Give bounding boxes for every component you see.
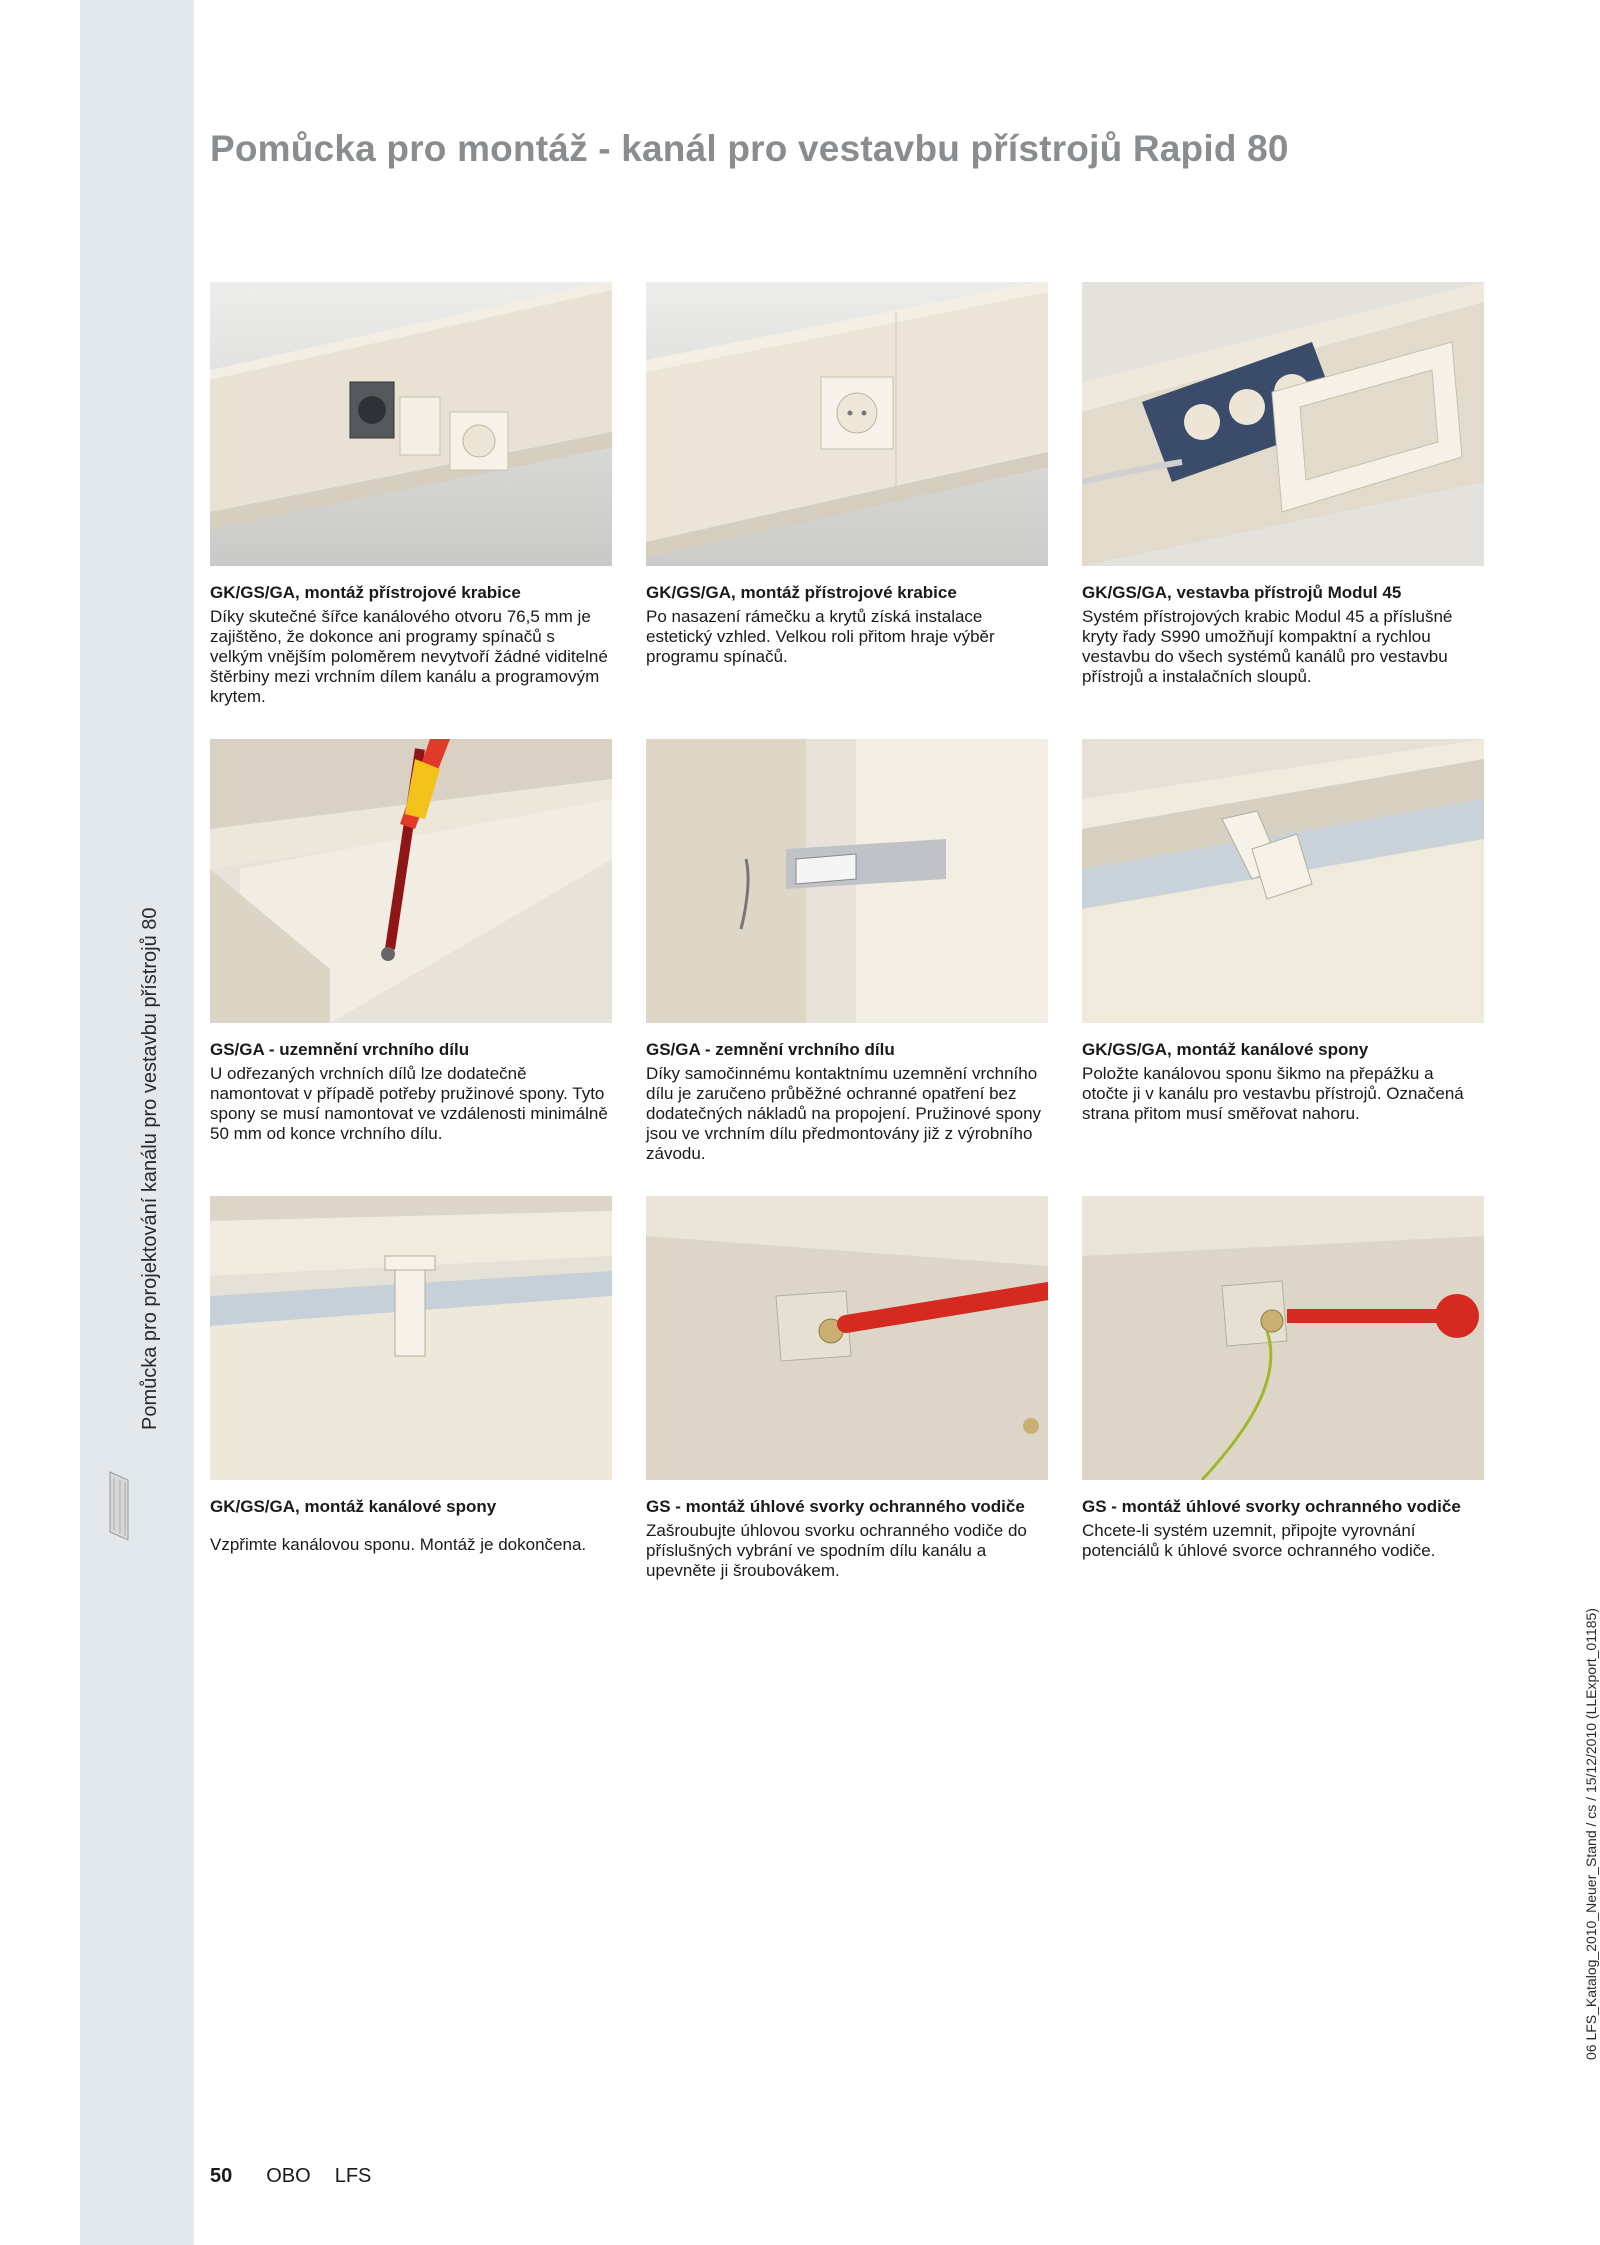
photo-angle-clamp-screw — [646, 1196, 1048, 1480]
channel-thumbnail-icon — [106, 1470, 132, 1542]
photo-earthing-upper-part — [210, 739, 612, 1023]
step-card — [1082, 282, 1484, 687]
step-card — [1082, 739, 1484, 1124]
step-title: GK/GS/GA, montáž přístrojové krabice — [646, 583, 957, 602]
step-text: Položte kanálovou sponu šikmo na přepážku a otočte ji v kanálu pro vestavbu přístrojů. Označená strana přitom musí směřovat nahoru. — [1082, 1064, 1464, 1123]
step-card — [210, 1196, 612, 1555]
sidebar-label: Pomůcka pro projektování kanálu pro vestavbu přístrojů 80 — [139, 907, 161, 1430]
photo-equipotential-connection — [1082, 1196, 1484, 1480]
page-footer — [210, 2165, 371, 2188]
step-card — [210, 739, 612, 1144]
step-title: GK/GS/GA, montáž kanálové spony — [210, 1497, 497, 1516]
step-title: GS - montáž úhlové svorky ochranného vodiče — [1082, 1497, 1461, 1516]
step-text: Zašroubujte úhlovou svorku ochranného vodiče do příslušných vybrání ve spodním dílu kanálu a upevněte ji šroubovákem. — [646, 1521, 1027, 1580]
photo-cover-mounted — [646, 282, 1048, 566]
step-card — [646, 1196, 1048, 1581]
series-name: LFS — [334, 2165, 372, 2187]
step-text: Díky skutečné šířce kanálového otvoru 76,5 mm je zajištěno, že dokonce ani programy spínačů s velkým vnějším poloměrem nevytvoří žádné viditelné štěrbiny mezi vrchním dílem kanálu a programovým krytem. — [210, 607, 608, 706]
brand-name: OBO — [266, 2165, 311, 2187]
step-card — [646, 739, 1048, 1164]
step-text: U odřezaných vrchních dílů lze dodatečně namontovat v případě potřeby pružinové spony. Tyto spony se musí namontovat ve vzdálenosti minimálně 50 mm od konce vrchního dílu. — [210, 1064, 608, 1143]
step-title: GS/GA - zemnění vrchního dílu — [646, 1040, 895, 1059]
photo-modul45-install — [1082, 282, 1484, 566]
step-card — [646, 282, 1048, 667]
step-title: GK/GS/GA, montáž přístrojové krabice — [210, 583, 521, 602]
photo-channel-clip-tilt — [1082, 739, 1484, 1023]
step-title: GS/GA - uzemnění vrchního dílu — [210, 1040, 470, 1059]
step-title: GK/GS/GA, vestavba přístrojů Modul 45 — [1082, 583, 1402, 602]
step-text: Díky samočinnému kontaktnímu uzemnění vrchního dílu je zaručeno průběžné ochranné opatření bez dodatečných nákladů na propojení. Pružinové spony jsou ve vrchním dílu předmontovány již z výrobního závodu. — [646, 1064, 1042, 1163]
step-card — [1082, 1196, 1484, 1561]
step-text: Vzpřimte kanálovou sponu. Montáž je dokončena. — [210, 1535, 587, 1554]
photo-earthing-clip-detail — [646, 739, 1048, 1023]
document-code: 06 LFS_Katalog_2010_Neuer_Stand / cs / 15/12/2010 (LLExport_01185) — [1583, 1608, 1599, 2060]
page-title: Pomůcka pro montáž - kanál pro vestavbu přístrojů Rapid 80 — [210, 128, 1289, 169]
step-text: Chcete-li systém uzemnit, připojte vyrovnání potenciálů k úhlové svorce ochranného vodiče. — [1082, 1521, 1436, 1560]
step-text: Systém přístrojových krabic Modul 45 a příslušné kryty řady S990 umožňují kompaktní a rychlou vestavbu do všech systémů kanálů pro vestavbu přístrojů a instalačních sloupů. — [1082, 607, 1453, 686]
step-title: GK/GS/GA, montáž kanálové spony — [1082, 1040, 1369, 1059]
step-card — [210, 282, 612, 707]
step-text: Po nasazení rámečku a krytů získá instalace estetický vzhled. Velkou roli přitom hraje výběr programu spínačů. — [646, 607, 995, 666]
photo-channel-clip-upright — [210, 1196, 612, 1480]
step-title: GS - montáž úhlové svorky ochranného vodiče — [646, 1497, 1025, 1516]
photo-device-box-install — [210, 282, 612, 566]
page-number: 50 — [210, 2165, 233, 2187]
sidebar-band — [80, 0, 194, 2245]
